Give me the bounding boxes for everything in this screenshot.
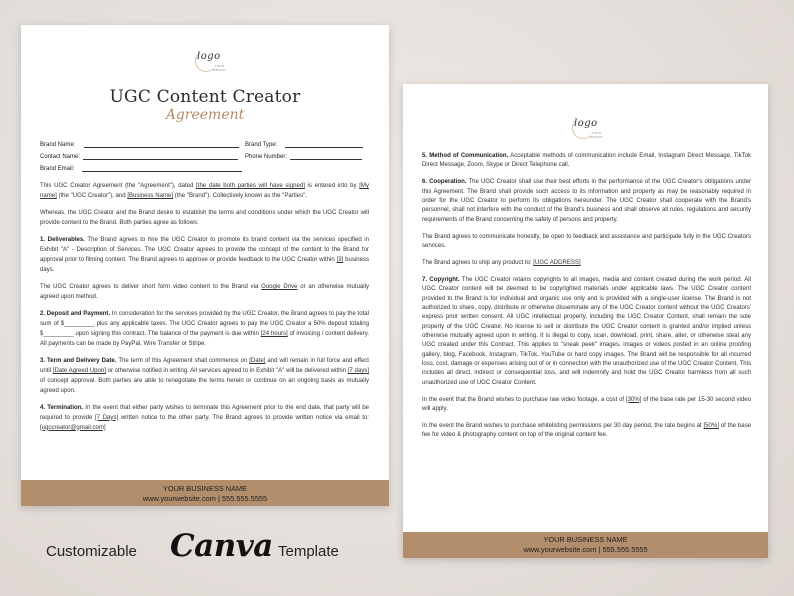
logo-word: logo <box>197 51 221 62</box>
deliverables-paragraph: 1. Deliverables. The Brand agrees to hire the UGC Creator to promote its brand content via the services specified in Exhibit "A" - Description of Services. The UGC Creator agrees to provide the concept of the content to the Brand for approval prior to filming content. The Brand agrees to approve or provide feedback to the UGC Creator within [3] business days. <box>40 237 370 273</box>
contact-name-field[interactable] <box>40 153 238 160</box>
end-date-placeholder[interactable]: [Date Agreed Upon] <box>52 367 106 374</box>
document-title: UGC Content Creator <box>109 87 301 107</box>
agreement-page-2 <box>403 84 768 558</box>
brand-logo <box>181 47 231 75</box>
page2-footer <box>403 532 768 558</box>
logo-word: logo <box>574 118 598 129</box>
deposit-heading: 2. Deposit and Payment. <box>40 311 111 318</box>
ship-paragraph: The Brand agrees to ship any product to: [UGC ADDRESS] <box>422 259 581 266</box>
brand-type-line <box>285 141 363 148</box>
short-form-paragraph: The UGC Creator agrees to deliver short form video content to the Brand via Google Drive or an otherwise mutually agreed upon method. <box>40 284 370 300</box>
date-placeholder[interactable]: [the date both parties will have signed] <box>196 183 305 189</box>
notice-days-placeholder[interactable]: [7 Days] <box>95 414 119 421</box>
footer-business-name: YOUR BUSINESS NAME <box>543 535 628 544</box>
footer-business-name: YOUR BUSINESS NAME <box>162 484 248 493</box>
brand-name-field[interactable] <box>40 141 239 148</box>
canva-wordmark: Canva <box>170 528 273 564</box>
footer-contact: www.yourwebsite.com | 555.555.5555 <box>523 545 648 554</box>
template-caption <box>20 526 390 576</box>
page1-footer <box>21 480 389 506</box>
deposit-paragraph: 2. Deposit and Payment. In consideration for the services provided by the UGC Creator, the Brand agrees to pay the total sum of $_________ plus any applicable taxes. The UGC Creator agrees to pay the UGC Creator a 50% deposit totaling $_________ upon signing this contract. The balance of the payment is due within [24 hours] of invoicing / content delivery. All payments can be made by PayPal, Wire Transfer or Stripe. <box>40 311 369 347</box>
hours-placeholder[interactable]: [24 hours] <box>260 330 288 337</box>
logo-subtext: YOUR BRAND <box>590 131 603 139</box>
phone-number-field[interactable] <box>245 153 362 160</box>
business-placeholder[interactable]: [Business Name] <box>127 192 174 199</box>
brand-logo <box>558 114 608 142</box>
phone-number-line <box>290 153 362 160</box>
communication-heading: 5. Method of Communication. <box>422 153 509 159</box>
logo-subtext: YOUR BRAND <box>213 64 226 72</box>
raw-video-rate-placeholder[interactable]: [30%] <box>625 396 642 403</box>
brand-email-label: Brand Email: <box>40 166 75 172</box>
brand-type-label: Brand Type: <box>245 142 278 148</box>
name-placeholder[interactable]: [My name] <box>40 183 369 199</box>
caption-customizable: Customizable <box>46 543 137 560</box>
phone-number-label: Phone Number: <box>245 154 288 160</box>
contact-name-label: Contact Name: <box>40 154 81 160</box>
start-date-placeholder[interactable]: [Date] <box>249 358 266 365</box>
raw-video-paragraph: In the event that the Brand wishes to purchase raw video footage, a cost of [30%] of the base rate per 15-30 second video will apply. <box>422 396 751 412</box>
google-drive-link[interactable]: Google Drive <box>261 284 298 291</box>
ugc-address-placeholder[interactable]: [UGC ADDRESS] <box>533 259 581 266</box>
days-placeholder[interactable]: [3] <box>336 256 344 263</box>
whereas-paragraph: Whereas, the UGC Creator and the Brand desire to establish the terms and conditions under which the UGC Creator will provide content to the Brand. Both parties agree as follows: <box>40 210 369 226</box>
cooperation-heading: 6. Cooperation. <box>422 179 467 186</box>
cooperation-paragraph: 6. Cooperation. The UGC Creator shall use their best efforts in the performance of the UGC Creator's obligations under this Agreement. The Brand shall provide such access to its information and property as may be reasonably required in order for the UGC Creator to perform its obligations hereunder. The UGC Creator shall cooperate with the Brand's personnel, shall not interfere with the conduct of the Brand's business and shall observe all rules, regulations and security requirements of the Brand concerning the safety of persons and property. <box>422 179 751 223</box>
term-paragraph: 3. Term and Delivery Date. The term of this Agreement shall commence on [Date] and will remain in full force and effect until [Date Agreed Upon] or otherwise notified in writing. All services agreed to in Exhibit "A" will be delivered within [7 days] of concept approval. Both parties are able to renegotiate the terms herein or continue on an ongoing basis as mutually agreed upon. <box>40 358 370 394</box>
delivery-days-placeholder[interactable]: [7 days] <box>347 367 370 374</box>
footer-contact: www.yourwebsite.com | 555.555.5555 <box>142 494 268 503</box>
page2-body <box>422 152 751 448</box>
contact-name-line <box>83 153 238 160</box>
copyright-heading: 7. Copyright. <box>422 276 460 283</box>
document-subtitle: Agreement <box>165 107 245 123</box>
page1-body <box>40 182 369 441</box>
brand-type-field[interactable] <box>245 141 363 148</box>
email-placeholder[interactable]: [ugccreator@gmail.com] <box>40 424 106 431</box>
feedback-paragraph: The Brand agrees to communicate honestly, be open to feedback and assistance and participate fully in the UGC Creators services. <box>422 233 751 249</box>
brand-email-field[interactable] <box>40 165 242 172</box>
whitelisting-rate-placeholder[interactable]: [50%] <box>703 422 719 429</box>
intro-paragraph: This UGC Creator Agreement (the "Agreement"), dated [the date both parties will have signed] is entered into by [My name] (the "UGC Creator"), and [Business Name] (the "Brand"). Collectively known as the "Parties". <box>40 183 369 199</box>
brand-name-line <box>84 141 239 148</box>
term-heading: 3. Term and Delivery Date. <box>40 358 117 365</box>
whitelisting-paragraph: In the event the Brand wishes to purchase whitelisting permissions per 30 day period, the rate begins at [50%] of the base fee for video & photography content on top of the original content fee. <box>422 422 751 439</box>
caption-template: Template <box>278 543 339 560</box>
brand-name-label: Brand Name: <box>40 142 76 148</box>
brand-email-line <box>82 165 242 172</box>
deliverables-heading: 1. Deliverables. <box>40 237 85 244</box>
agreement-page-1 <box>21 25 389 506</box>
termination-heading: 4. Termination. <box>40 404 84 411</box>
communication-paragraph: 5. Method of Communication. Acceptable methods of communication include Email, Instagram Direct Message, TikTok Direct Message, Zoom, Skype or Direct Telephone call. <box>422 153 752 169</box>
copyright-paragraph: 7. Copyright. The UGC Creator retains copyrights to all images, media and content created during the work period. All UGC Creator content will be deemed to be copyrighted materials under applicable laws. The UGC Creator content provided to the Brand is for individual and organic use only and is provided with a single-user license. The Brand is not authorized to share, copy, distribute or otherwise disseminate any of the UGC Creator content without the UGC Creators' express prior written consent. All UGC intellectual property, including the UGC Creator Content, shall remain the sole property of the UGC Creator. No license to sell or distribute the UGC Creator content is granted and/or implied unless otherwise mutually agreed upon in writing. It is illegal to copy, scan, download, print, share, alter, or otherwise steal any UGC created under this Contract. This applies to "sneak peek" images, images or videos posted in an online proofing gallery, blog, Facebook, Instagram, TikTok, YouTube or hard copy images. The Brand will be responsible for all incurred loss, cost, damage or expenses arising out of or in connection with the unauthorized use of the UGC Creator Content. This includes all direct, indirect or consequential loss, and will indemnify and hold the UGC Creator harmless from all such unauthorized use of UGC Creator Content. <box>422 276 751 386</box>
termination-paragraph: 4. Termination. In the event that either party wishes to terminate this Agreement prior to the end date, that party will be required to provide [7 Days] written notice to the other party. The Brand agrees to provide written notice via email to: [ugccreator@gmail.com] <box>40 404 369 431</box>
